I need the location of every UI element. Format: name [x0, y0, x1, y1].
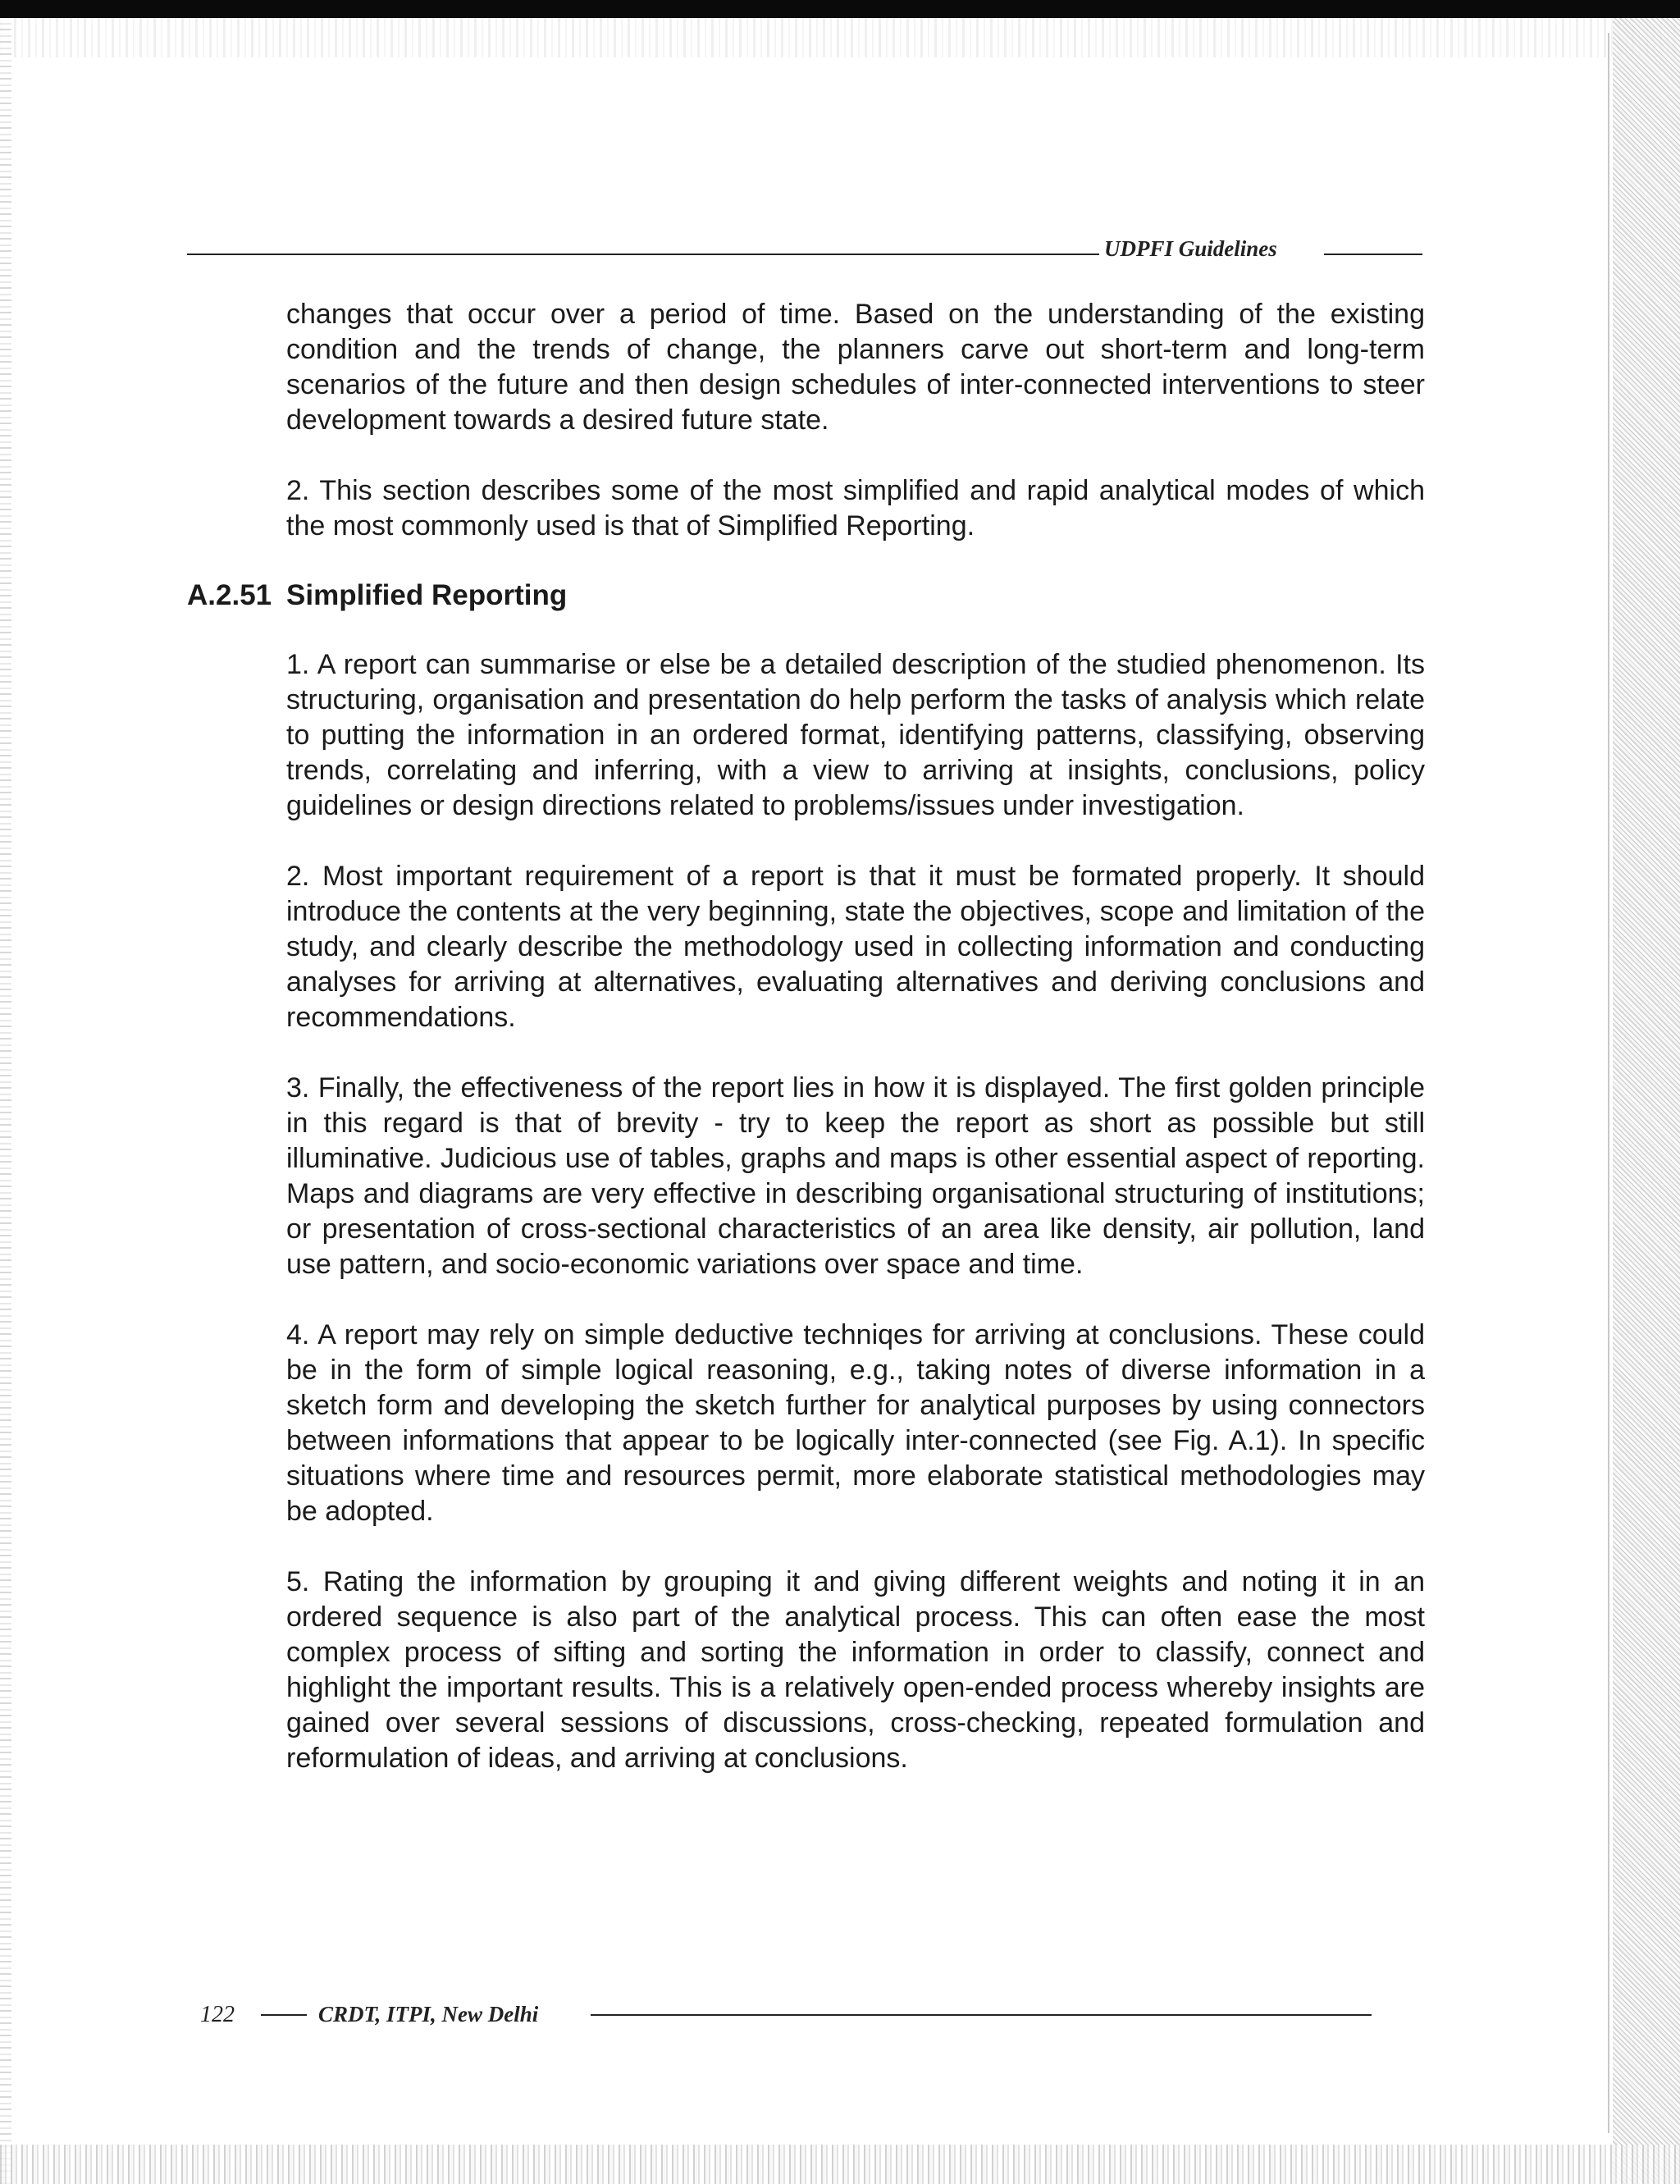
scan-noise-top	[0, 18, 1680, 57]
footer-rule-end	[591, 2014, 1372, 2016]
page-edge-right	[1608, 33, 1609, 2133]
intro-paragraph-1: changes that occur over a period of time. Based on the understanding of the existing condition and the trends of change, the planners carve out short-term and long-term scenarios of the future and then design schedules of inter-connected interventions to steer development towards a desired future state.	[286, 299, 1425, 436]
section-paragraph-2: 2. Most important requirement of a report is that it must be formated properly. It should introduce the contents at the very beginning, state the objectives, scope and limitation of the study, and clearly describe the methodology used in collecting information and conducting analyses for arriving at alternatives, evaluating alternatives and deriving conclusions and recommendations.	[286, 861, 1425, 1033]
section-paragraph-3: 3. Finally, the effectiveness of the report lies in how it is displayed. The first golden principle in this regard is that of brevity - try to keep the report as short as possible but still illuminative. Judicious use of tables, graphs and maps is other essential aspect of reporting. Maps and diagrams are very effective in describing organisational structuring of institutions; or presentation of cross-sectional characteristics of an area like density, air pollution, land use pattern, and socio-economic variations over space and time.	[286, 1072, 1425, 1280]
section-paragraph-5: 5. Rating the information by grouping it and giving different weights and noting it in an ordered sequence is also part of the analytical process. This can often ease the most complex process of sifting and sorting the information in order to classify, connect and highlight the important results. This is a relatively open-ended process whereby insights are gained over several sessions of discussions, cross-checking, repeated formulation and reformulation of ideas, and arriving at conclusions.	[286, 1566, 1425, 1774]
header-rule-end	[1324, 254, 1422, 255]
section-title: Simplified Reporting	[286, 579, 568, 611]
page-number: 122	[200, 2002, 235, 2027]
header-rule	[187, 254, 1099, 255]
section-paragraph-1: 1. A report can summarise or else be a detailed description of the studied phenomenon. Its structuring, organisation and presentation do help perform the tasks of analysis which relate to putting the information in an ordered format, identifying patterns, classifying, observing trends, correlating and inferring, with a view to arriving at insights, conclusions, policy guidelines or design directions related to problems/issues under investigation.	[286, 649, 1425, 821]
intro-paragraph-2: 2. This section describes some of the most simplified and rapid analytical modes of which the most commonly used is that of Simplified Reporting.	[286, 475, 1425, 541]
footer-organization: CRDT, ITPI, New Delhi	[318, 2002, 539, 2026]
running-header-title: UDPFI Guidelines	[1104, 236, 1277, 261]
scan-border-left	[0, 18, 11, 2184]
section-heading	[187, 579, 1425, 615]
footer-rule	[261, 2014, 307, 2016]
page-body	[187, 297, 1425, 1812]
scan-border-bottom	[0, 2145, 1680, 2184]
section-number: A.2.51	[187, 579, 272, 611]
scan-border-top	[0, 0, 1680, 18]
scan-border-right	[1613, 18, 1680, 2184]
section-paragraph-4: 4. A report may rely on simple deductive techniqes for arriving at conclusions. These could be in the form of simple logical reasoning, e.g., taking notes of diverse information in a sketch form and developing the sketch further for analytical purposes by using connectors between informations that appear to be logically inter-connected (see Fig. A.1). In specific situations where time and resources permit, more elaborate statistical methodologies may be adopted.	[286, 1319, 1425, 1527]
